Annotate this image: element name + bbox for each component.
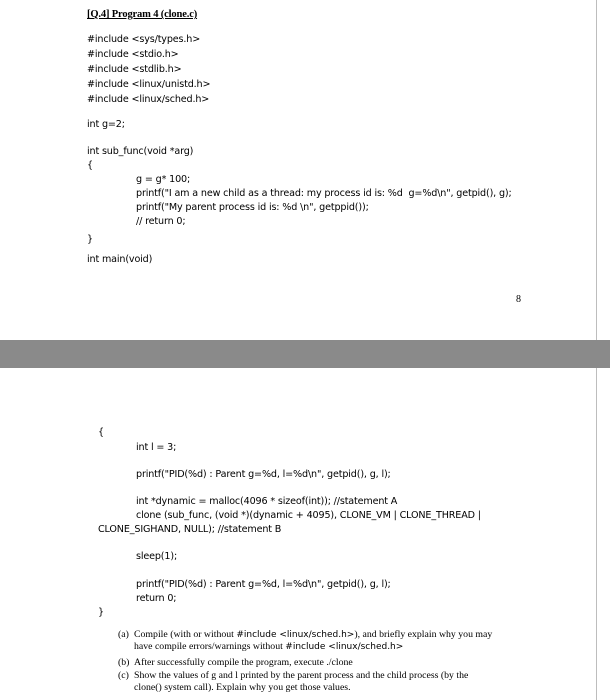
code-line: int l = 3; (136, 442, 177, 453)
question-c (118, 670, 538, 696)
question-title: [Q.4] Program 4 (clone.c) (87, 9, 198, 20)
question-text: Show the values of g and l printed by the parent process and the child process (by the (134, 670, 469, 681)
question-text: clone() system call). Explain why you get those values. (134, 682, 351, 693)
code-line: clone (sub_func, (void *)(dynamic + 4095), CLONE_VM | CLONE_THREAD | (136, 510, 481, 521)
code-line: g = g* 100; (136, 174, 191, 185)
include-line: #include <linux/sched.h> (87, 94, 210, 105)
include-line: #include <stdio.h> (87, 49, 179, 60)
code-line: printf("My parent process id is: %d \n", getppid()); (136, 202, 369, 213)
code-line: printf("I am a new child as a thread: my process id is: %d g=%d\n", getpid(), g); (136, 188, 512, 199)
question-b (118, 657, 538, 669)
close-brace: } (98, 607, 104, 618)
question-text: have compile errors/warnings without (134, 641, 286, 652)
open-brace: { (87, 160, 93, 171)
code-line: sleep(1); (136, 551, 178, 562)
question-text: After successfully compile the program, execute ./clone (134, 657, 353, 668)
main-signature: int main(void) (87, 254, 153, 265)
include-line: #include <stdlib.h> (87, 64, 182, 75)
question-text: Compile (with or without (134, 629, 237, 640)
inline-code: #include <linux/sched.h> (236, 630, 355, 640)
code-line: printf("PID(%d) : Parent g=%d, l=%d\n", getpid(), g, l); (136, 579, 391, 590)
page-separator (0, 340, 610, 368)
code-line: CLONE_SIGHAND, NULL); //statement B (98, 524, 282, 535)
question-a (118, 629, 538, 653)
global-variable-decl: int g=2; (87, 119, 125, 130)
include-line: #include <linux/unistd.h> (87, 79, 211, 90)
document-page-2 (14, 368, 596, 700)
include-line: #include <sys/types.h> (87, 34, 201, 45)
document-page-1 (14, 0, 596, 340)
question-label: (a) (118, 629, 129, 640)
sub-func-signature: int sub_func(void *arg) (87, 146, 194, 157)
close-brace: } (87, 234, 93, 245)
code-line: int *dynamic = malloc(4096 * sizeof(int)); //statement A (136, 496, 398, 507)
inline-code: #include <linux/sched.h> (285, 642, 404, 652)
open-brace: { (98, 427, 104, 438)
code-comment: // return 0; (136, 216, 186, 227)
question-label: (c) (118, 670, 129, 681)
question-label: (b) (118, 657, 130, 668)
code-line: printf("PID(%d) : Parent g=%d, l=%d\n", getpid(), g, l); (136, 469, 391, 480)
page-number: 8 (516, 294, 521, 305)
code-line: return 0; (136, 593, 177, 604)
question-text: ), and briefly explain why you may (354, 629, 493, 640)
